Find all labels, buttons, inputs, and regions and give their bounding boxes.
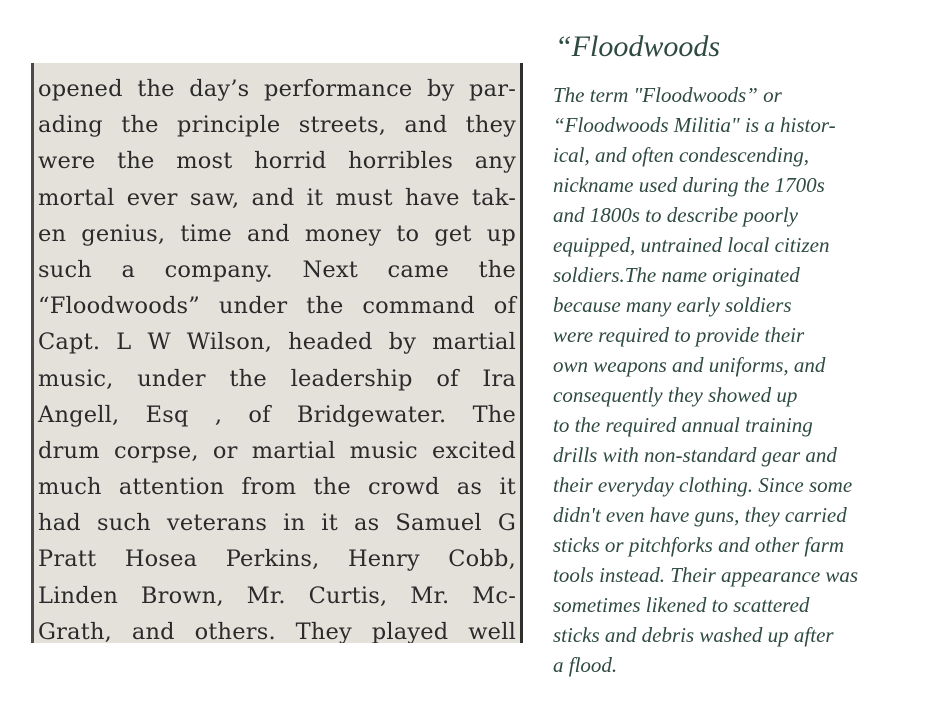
caption-line: soldiers.The name originated: [553, 263, 800, 287]
clipping-line: had such veterans in it as Samuel G: [38, 510, 516, 537]
caption-line: nickname used during the 1700s: [553, 173, 825, 197]
clipping-line: were the most horrid horribles any: [38, 148, 516, 175]
clipping-text: [38, 71, 516, 643]
clipping-line: Capt. L W Wilson, headed by martial: [38, 329, 516, 356]
clipping-line: Pratt Hosea Perkins, Henry Cobb,: [38, 546, 516, 573]
caption-line: “Floodwoods Militia" is a histor-: [553, 113, 836, 137]
clipping-line: much attention from the crowd as it: [38, 474, 516, 501]
clipping-line: mortal ever saw, and it must have tak-: [38, 184, 516, 211]
clipping-line: Angell, Esq , of Bridgewater. The: [38, 401, 516, 428]
caption-title: “Floodwoods: [555, 30, 721, 63]
clipping-line: Linden Brown, Mr. Curtis, Mr. Mc-: [38, 582, 516, 609]
clipping-line: en genius, time and money to get up: [38, 220, 516, 247]
clipping-line: ading the principle streets, and they: [38, 112, 516, 139]
caption-line: their everyday clothing. Since some: [553, 473, 853, 497]
caption-line: because many early soldiers: [553, 293, 792, 317]
caption-line: were required to provide their: [553, 323, 805, 347]
caption-line: ical, and often condescending,: [553, 143, 810, 167]
caption: [553, 28, 933, 680]
clipping-line: “Floodwoods” under the command of: [38, 293, 516, 320]
caption-line: a flood.: [553, 653, 618, 677]
caption-line: The term "Floodwoods” or: [553, 83, 782, 107]
clipping-line: opened the day’s performance by par-: [38, 76, 516, 102]
caption-line: tools instead. Their appearance was: [553, 563, 859, 587]
caption-line: equipped, untrained local citizen: [553, 233, 830, 257]
caption-line: sticks or pitchforks and other farm: [553, 533, 845, 557]
caption-line: drills with non-standard gear and: [553, 443, 837, 467]
clipping-line: music, under the leadership of Ira: [38, 365, 516, 392]
clipping-line: such a company. Next came the: [38, 256, 516, 283]
caption-line: and 1800s to describe poorly: [553, 203, 798, 227]
clipping-line: Grath, and others. They played well: [38, 618, 516, 643]
caption-line: consequently they showed up: [553, 383, 798, 407]
caption-line: own weapons and uniforms, and: [553, 353, 826, 377]
caption-line: sticks and debris washed up after: [553, 623, 834, 647]
caption-line: to the required annual training: [553, 413, 813, 437]
caption-line: didn't even have guns, they carried: [553, 503, 847, 527]
caption-line: sometimes likened to scattered: [553, 593, 810, 617]
clipping-line: drum corpse, or martial music excited: [38, 437, 516, 464]
newspaper-clipping: [31, 63, 523, 643]
caption-body: [553, 80, 933, 680]
